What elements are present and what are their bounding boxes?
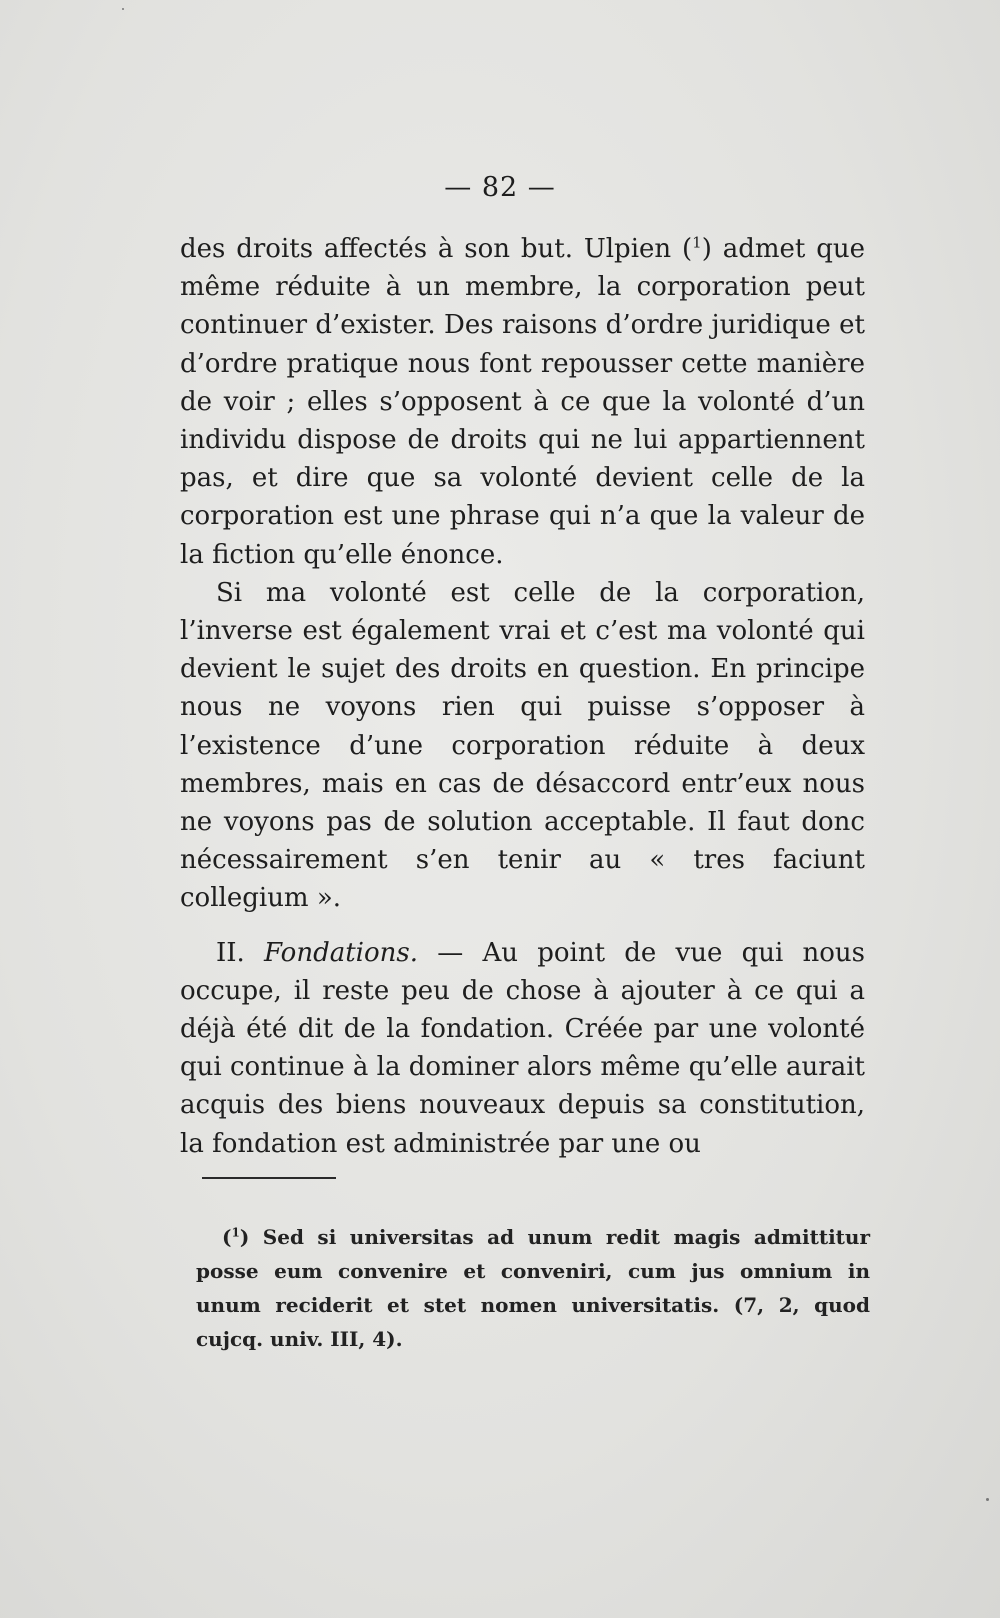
paragraph-1 xyxy=(180,230,865,574)
footnote xyxy=(196,1220,870,1356)
paragraph-2: Si ma volonté est celle de la corporation, l’inverse est également vrai et c’est ma volonté qui devient le sujet des droits en question. En principe nous ne voyons rien qui puisse s’opposer à l’existence d’une corporation réduite à deux membres, mais en cas de désaccord entr’eux nous ne voyons pas de solution acceptable. Il faut donc nécessairement s’en tenir au « tres faciunt collegium ». xyxy=(180,577,865,914)
body-text xyxy=(180,230,865,1163)
section-heading: Fondations. xyxy=(264,937,418,968)
page-number: — 82 — xyxy=(444,172,556,203)
paper-speck xyxy=(122,8,124,10)
paper-speck xyxy=(986,1498,989,1501)
footnote-divider xyxy=(202,1177,336,1179)
paragraph-3 xyxy=(180,934,865,1163)
paragraph-1-text-end: ) admet que même réduite à un membre, la corporation peut continuer d’exister. Des raisons d’ordre juridique et d’ordre pratique nous font repousser cette manière de voir ; elles s’opposent à ce que la volonté d’un individu dispose de droits qui ne lui appartiennent pas, et dire que sa volonté devient celle de la corporation est une phrase qui n’a que la valeur de la fiction qu’elle énonce. xyxy=(180,234,865,570)
section-number: II. xyxy=(216,937,265,968)
footnote-marker: 1 xyxy=(231,1225,240,1240)
footnote-text: ) Sed si universitas ad unum redit magis admittitur posse eum convenire et conveniri, cum jus omnium in unum reciderit et stet nomen universitatis. (7, 2, quod cujcq. univ. III, 4). xyxy=(196,1225,870,1351)
footnote-open: ( xyxy=(222,1225,232,1249)
paragraph-1-text-start: des droits affectés à son but. Ulpien ( xyxy=(180,234,693,264)
paragraph-3-text: — Au point de vue qui nous occupe, il reste peu de chose à ajouter à ce qui a déjà été dit de la fondation. Créée par une volonté qui continue à la dominer alors même qu’elle aurait acquis des biens nouveaux depuis sa constitution, la fondation est administrée par une ou xyxy=(180,937,865,1159)
footnote-reference: 1 xyxy=(692,233,702,252)
